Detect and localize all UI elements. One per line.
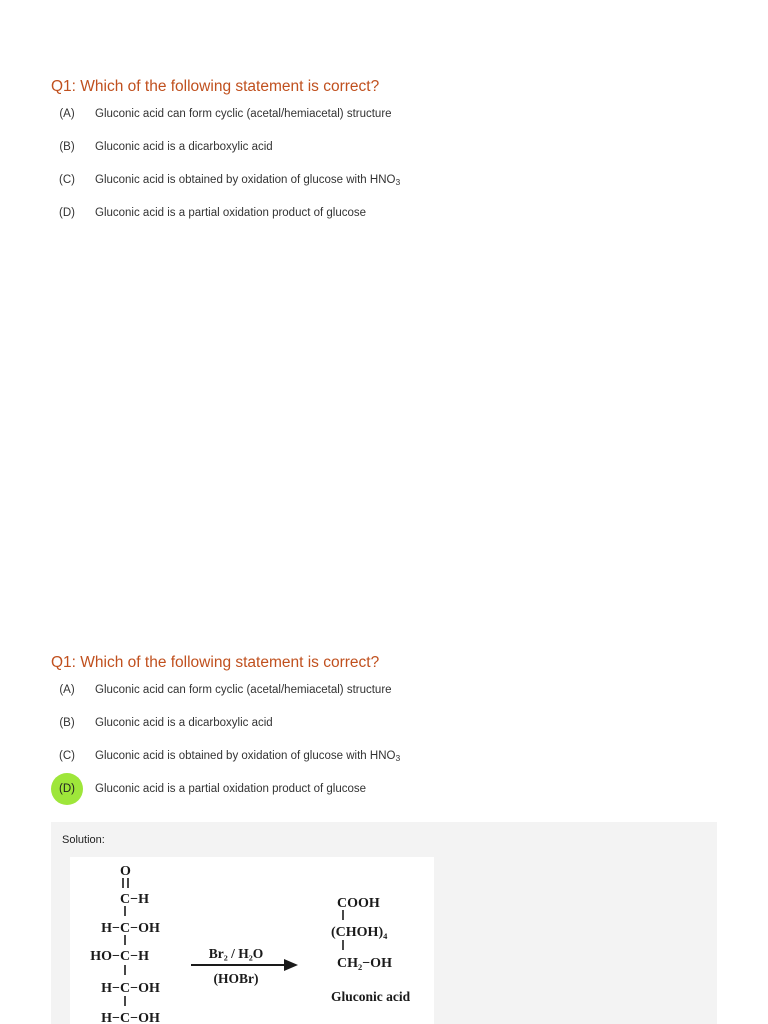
option-d[interactable] (51, 205, 731, 238)
solution-panel (51, 822, 717, 1024)
glucose-row-5-right: C−OH (120, 1011, 160, 1024)
option-b[interactable] (51, 139, 731, 172)
glucose-oxygen: O (120, 864, 131, 879)
glucose-row-4-right: C−OH (120, 981, 160, 996)
option-text: Gluconic acid can form cyclic (acetal/hemiacetal) structure (95, 108, 392, 120)
glucose-row-3-left: HO− (90, 949, 120, 964)
subscript: 3 (395, 177, 401, 187)
correct-answer-badge: (D) (51, 773, 83, 805)
question-2 (51, 652, 731, 814)
option-text-wrap (95, 748, 400, 764)
option-letter: (C) (59, 174, 75, 186)
option-d[interactable] (51, 781, 731, 814)
option-letter: (A) (59, 108, 75, 120)
reaction-diagram (70, 857, 434, 1024)
reagent-top: Br₂ / H₂O (208, 946, 264, 961)
reagent-bottom: (HOBr) (213, 971, 259, 986)
option-a[interactable] (51, 682, 731, 715)
product-choh: (CHOH)₄ (331, 925, 388, 940)
option-letter: (C) (59, 750, 75, 762)
subscript: 3 (395, 753, 401, 763)
option-text: Gluconic acid is a dicarboxylic acid (95, 717, 273, 729)
glucose-row-2-right: C−OH (120, 921, 160, 936)
glucose-row-3-right: C−H (120, 949, 149, 964)
option-text: Gluconic acid is obtained by oxidation of glucose with HNO (95, 174, 396, 186)
option-text-wrap (95, 172, 400, 188)
option-letter: (B) (59, 717, 75, 729)
option-text: Gluconic acid can form cyclic (acetal/hemiacetal) structure (95, 684, 392, 696)
option-c[interactable] (51, 172, 731, 205)
option-text: Gluconic acid is a partial oxidation product of glucose (95, 783, 367, 795)
question-title: Q1: Which of the following statement is correct? (51, 78, 380, 95)
glucose-row-1-right: C−H (120, 892, 149, 907)
option-b[interactable] (51, 715, 731, 748)
product-cooh: COOH (337, 896, 380, 911)
glucose-row-4-left: H− (101, 981, 120, 996)
solution-label: Solution: (62, 834, 105, 846)
option-letter: (B) (59, 141, 75, 153)
question-title: Q1: Which of the following statement is correct? (51, 654, 380, 671)
option-c[interactable] (51, 748, 731, 781)
product-name: Gluconic acid (331, 989, 411, 1004)
question-1 (51, 76, 731, 238)
reaction-figure (70, 857, 434, 1024)
option-text: Gluconic acid is obtained by oxidation of glucose with HNO (95, 750, 396, 762)
product-ch2oh: CH₂−OH (337, 956, 392, 971)
option-a[interactable] (51, 106, 731, 139)
glucose-row-2-left: H− (101, 921, 120, 936)
option-letter: (A) (59, 684, 75, 696)
option-letter: (D) (59, 207, 75, 219)
reaction-arrow-head (284, 959, 298, 971)
glucose-row-5-left: H− (101, 1011, 120, 1024)
option-text: Gluconic acid is a partial oxidation product of glucose (95, 207, 367, 219)
option-text: Gluconic acid is a dicarboxylic acid (95, 141, 273, 153)
